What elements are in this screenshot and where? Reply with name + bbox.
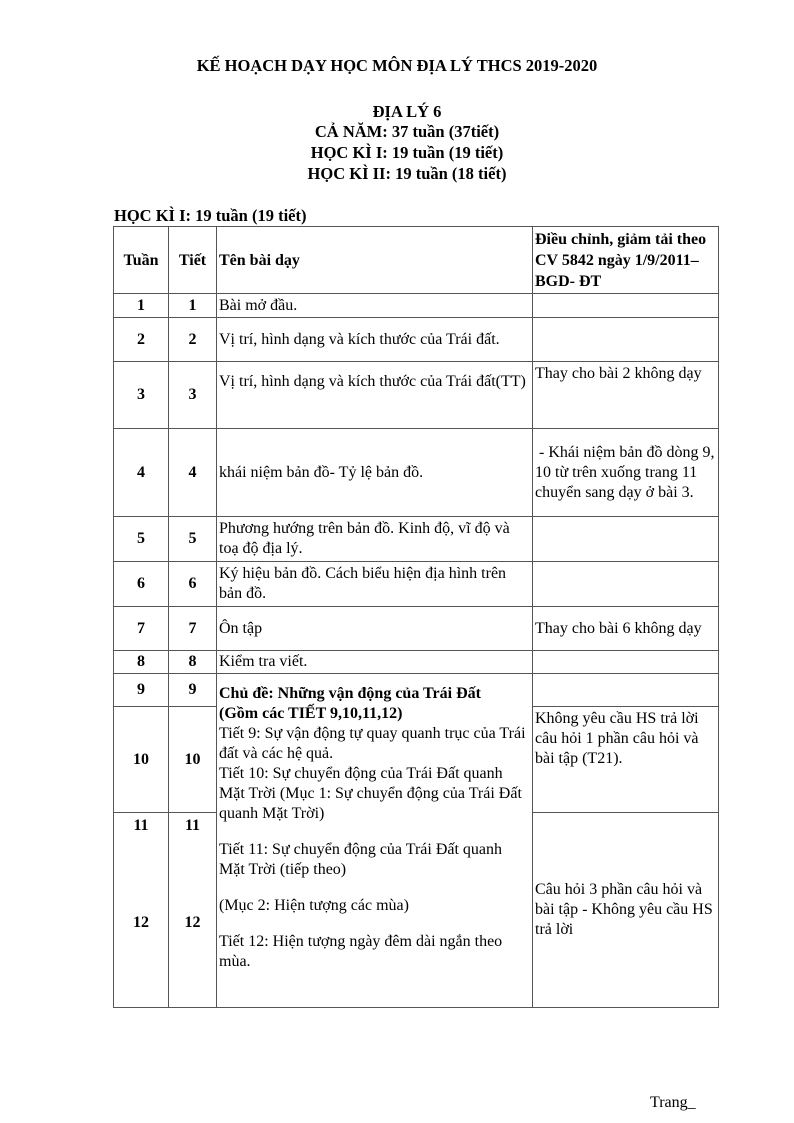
document-title: KẾ HOẠCH DẠY HỌC MÔN ĐỊA LÝ THCS 2019-2020 xyxy=(196,56,598,75)
week-cell: 6 xyxy=(114,562,169,607)
period-cell: 5 xyxy=(169,517,217,562)
table-row xyxy=(114,318,719,362)
table-row xyxy=(114,294,719,318)
adjust-cell xyxy=(533,517,719,562)
table-header-row xyxy=(114,227,719,294)
week-cell: 8 xyxy=(114,651,169,674)
lesson-cell: khái niệm bản đồ- Tỷ lệ bản đồ. xyxy=(217,429,533,517)
week-cell: 2 xyxy=(114,318,169,362)
table-row xyxy=(114,651,719,674)
term1-summary: HỌC KÌ I: 19 tuần (19 tiết) xyxy=(310,143,504,162)
table-row xyxy=(114,429,719,517)
period-9-text: Tiết 9: Sự vận động tự quay quanh trục của Trái đất và các hệ quả. xyxy=(219,725,526,762)
period-12-text: Tiết 12: Hiện tượng ngày đêm dài ngắn theo mùa. xyxy=(219,933,503,970)
week-cell: 3 xyxy=(114,362,169,429)
table-row xyxy=(114,362,719,429)
year-summary: CẢ NĂM: 37 tuần (37tiết) xyxy=(314,122,500,141)
table-row xyxy=(114,607,719,651)
lesson-plan-table xyxy=(113,226,719,1008)
period-cell: 10 xyxy=(169,707,217,813)
subject-heading: ĐỊA LÝ 6 xyxy=(372,102,442,121)
period-cell: 9 xyxy=(169,674,217,707)
week-cell: 1 xyxy=(114,294,169,318)
week-cell: 12 xyxy=(114,839,169,1008)
adjust-cell: Thay cho bài 6 không dạy xyxy=(533,607,719,651)
period-cell: 8 xyxy=(169,651,217,674)
lesson-cell: Bài mở đầu. xyxy=(217,294,533,318)
term2-summary: HỌC KÌ II: 19 tuần (18 tiết) xyxy=(307,164,507,183)
lesson-cell: Vị trí, hình dạng và kích thước của Trái đất. xyxy=(217,318,533,362)
lesson-cell: Phương hướng trên bản đồ. Kinh độ, vĩ độ và toạ độ địa lý. xyxy=(217,517,533,562)
adjust-cell: Thay cho bài 2 không dạy xyxy=(533,362,719,429)
adjust-cell xyxy=(533,562,719,607)
period-cell: 4 xyxy=(169,429,217,517)
week-cell: 7 xyxy=(114,607,169,651)
lesson-cell: Vị trí, hình dạng và kích thước của Trái đất(TT) xyxy=(217,362,533,429)
period-11-sub-text: (Mục 2: Hiện tượng các mùa) xyxy=(219,897,409,914)
header-adjust: Điều chỉnh, giảm tải theo CV 5842 ngày 1/9/2011–BGD- ĐT xyxy=(533,227,719,294)
period-10-text: Tiết 10: Sự chuyển động của Trái Đất quanh Mặt Trời (Mục 1: Sự chuyển động của Trái Đất quanh Mặt Trời) xyxy=(219,765,522,822)
period-cell: 12 xyxy=(169,839,217,1008)
lesson-cell: Kiểm tra viết. xyxy=(217,651,533,674)
header-lesson: Tên bài dạy xyxy=(217,227,533,294)
adjust-cell xyxy=(533,318,719,362)
week-cell: 9 xyxy=(114,674,169,707)
period-cell: 6 xyxy=(169,562,217,607)
period-cell: 7 xyxy=(169,607,217,651)
page-footer: Trang_ xyxy=(650,1094,696,1111)
period-11-text: Tiết 11: Sự chuyển động của Trái Đất quanh Mặt Trời (tiếp theo) xyxy=(219,841,503,878)
adjust-cell: - Khái niệm bản đồ dòng 9, 10 từ trên xuống trang 11 chuyển sang dạy ở bài 3. xyxy=(533,429,719,517)
period-cell: 11 xyxy=(169,813,217,839)
period-cell: 2 xyxy=(169,318,217,362)
week-cell: 4 xyxy=(114,429,169,517)
lesson-cell: Ôn tập xyxy=(217,607,533,651)
table-row xyxy=(114,674,719,707)
header-week: Tuần xyxy=(114,227,169,294)
adjust-cell: Không yêu cầu HS trả lời câu hỏi 1 phần câu hỏi và bài tập (T21). xyxy=(533,707,719,813)
topic-title: Chủ đề: Những vận động của Trái Đất xyxy=(219,685,481,702)
period-cell: 1 xyxy=(169,294,217,318)
table-row xyxy=(114,517,719,562)
topic-lesson-cell xyxy=(217,674,533,1008)
week-cell: 5 xyxy=(114,517,169,562)
section-title: HỌC KÌ I: 19 tuần (19 tiết) xyxy=(114,206,307,225)
adjust-cell: Câu hỏi 3 phần câu hỏi và bài tập - Không yêu cầu HS trả lời xyxy=(533,813,719,1008)
period-cell: 3 xyxy=(169,362,217,429)
week-cell: 11 xyxy=(114,813,169,839)
header-period: Tiết xyxy=(169,227,217,294)
week-cell: 10 xyxy=(114,707,169,813)
adjust-cell xyxy=(533,674,719,707)
adjust-cell xyxy=(533,294,719,318)
table-row xyxy=(114,562,719,607)
lesson-cell: Ký hiệu bản đồ. Cách biểu hiện địa hình trên bản đồ. xyxy=(217,562,533,607)
adjust-cell xyxy=(533,651,719,674)
topic-subtitle: (Gồm các TIẾT 9,10,11,12) xyxy=(219,705,403,722)
